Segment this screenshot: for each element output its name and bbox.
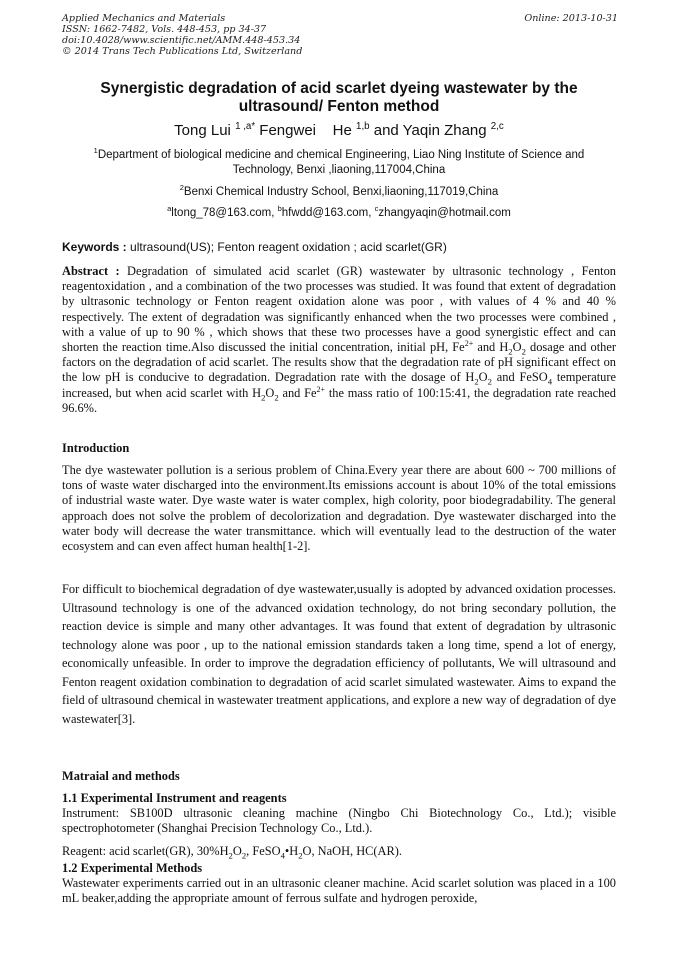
reagent-sub: 2 — [298, 850, 303, 861]
keywords — [62, 240, 618, 255]
keywords-text: ultrasound(US); Fenton reagent oxidation ; acid scarlet(GR) — [130, 240, 447, 254]
author-3-affil: 2,c — [490, 121, 504, 132]
paper-title — [40, 80, 638, 116]
reagent-line — [62, 844, 616, 859]
abstract-sub: 2 — [261, 392, 266, 403]
journal-name: Applied Mechanics and Materials — [62, 13, 226, 24]
author-1-affil: 1 ,a* — [235, 121, 256, 132]
email-list — [50, 206, 628, 221]
affiliation-2-number: 2 — [179, 183, 184, 193]
reagent-sub: 4 — [280, 850, 285, 861]
instrument-paragraph: Instrument: SB100D ultrasonic cleaning machine (Ningbo Chi Biotechnology Co., Ltd.); visible spectrophotometer (Shanghai Precision Technology Co., Ltd.). — [62, 806, 616, 836]
abstract-text: O — [478, 370, 488, 385]
abstract-text: dosage and other factors on the degradation of acid scarlet. The results show that the degradation rate of pH significant effect on the low pH is conducive to degradation. Degradation rate with the dosage of H — [62, 340, 616, 385]
abstract-sub: 2 — [508, 346, 513, 357]
methods-heading: Matraial and methods — [62, 769, 180, 783]
affiliation-1-line-2: Technology, Benxi ,liaoning,117004,China — [232, 164, 446, 176]
abstract — [62, 264, 616, 416]
online-date: Online: 2013-10-31 — [524, 13, 618, 24]
abstract-text: and H — [473, 340, 509, 355]
methods-paragraph: Wastewater experiments carried out in an ultrasonic cleaner machine. Acid scarlet solution was placed in a 100 mL beaker,adding the appropriate amount of ferrous sulfate and hydrogen peroxide, — [62, 876, 616, 906]
section-1-1-heading: 1.1 Experimental Instrument and reagents — [62, 791, 287, 805]
abstract-text: Degradation of simulated acid scarlet (GR) wastewater by ultrasonic technology , Fenton reagentoxidation , and a combination of the two processes was studied. It was found that extent of degradation by ultrasonic technology or Fenton reagent oxidation alone was poor , with values of 4 % and 40 % respectively. The extent of degradation was significantly enhanced when the two processes were combined , with a value of up to 90 % , which shows that these two processes have a good synergistic effect and can shorten the reaction time.Also discussed the initial concentration, initial pH, Fe — [62, 264, 616, 355]
section-1-2-heading: 1.2 Experimental Methods — [62, 861, 203, 875]
email-1: ltong_78@163.com, — [171, 207, 278, 219]
title-line-1: Synergistic degradation of acid scarlet dyeing wastewater by the — [100, 80, 578, 97]
abstract-sub: 2 — [487, 376, 492, 387]
abstract-label: Abstract : — [62, 264, 120, 278]
abstract-text: O — [512, 340, 522, 355]
abstract-sub: 2 — [274, 392, 279, 403]
abstract-sub: 2 — [521, 346, 526, 357]
journal-header — [62, 13, 618, 57]
reagent-sub: 2 — [228, 850, 233, 861]
reagent-text: O — [232, 844, 242, 858]
email-1-marker: a — [167, 204, 172, 214]
email-2-marker: b — [277, 204, 282, 214]
introduction-paragraph-1: The dye wastewater pollution is a serious problem of China.Every year there are about 600 ~ 700 millions of tons of waste water discharged into the environment.Its emissions account is about 10% of the total emissions of industrial waste water. Dye waste water is water complex, high colority, poor biodegradability. The general approach does not solve the problem of decolorization and degradation. Dye wastewater discharged into the water body will decrease the water transmittance. which will eventually lead to the destruction of the water ecosystem and can even affect human health[1-2]. — [62, 463, 616, 554]
abstract-text: O — [265, 385, 275, 400]
keywords-label: Keywords : — [62, 240, 131, 254]
author-3: and Yaqin Zhang — [369, 122, 491, 139]
copyright-line: © 2014 Trans Tech Publications Ltd, Switzerland — [62, 46, 303, 57]
reagent-sub: 2 — [241, 850, 247, 861]
reagent-text: Reagent: acid scarlet(GR), 30%H — [62, 844, 229, 858]
introduction-heading: Introduction — [62, 441, 130, 455]
reagent-text: O, NaOH, HC(AR). — [302, 844, 402, 858]
affiliation-2 — [50, 185, 628, 200]
affiliation-1-number: 1 — [93, 146, 98, 156]
author-2: Fengwei He — [255, 122, 357, 139]
author-list — [40, 122, 638, 140]
title-line-2: ultrasound/ Fenton method — [238, 98, 440, 115]
author-2-affil: 1,b — [356, 121, 370, 132]
abstract-text: and FeSO — [491, 370, 548, 385]
abstract-super: 2+ — [464, 338, 474, 348]
reagent-text: •H — [284, 844, 299, 858]
introduction-paragraph-2: For difficult to biochemical degradation of dye wastewater,usually is adopted by advanced oxidation processes. Ultrasound technology is one of the advanced oxidation technology, do not bring secondary pollution, the reaction device is simple and many other advantages. It was found that extent of degradation by ultrasonic technology alone was poor , up to the national emission standards taken a long time, spend a lot of energy, economically unfeasible. In order to improve the degradation efficiency of pollutants, We will ultrasound and Fenton reagent oxidation combination to degradation of acid scarlet simulated wastewater. Aims to expand the field of ultrasound chemical in wastewater treatment applications, and explore a new way of degradation of dye wastewater[3]. — [62, 582, 616, 726]
email-2: hfwdd@163.com, — [281, 207, 375, 219]
doi-line: doi:10.4028/www.scientific.net/AMM.448-453.34 — [62, 35, 301, 46]
abstract-sub: 4 — [547, 376, 553, 387]
email-3-marker: c — [374, 204, 379, 214]
affiliation-1-line-1: Department of biological medicine and chemical Engineering, Liao Ning Institute of Science and — [97, 149, 585, 161]
abstract-text: the mass ratio of 100:15:41, the degradation rate reached 96.6%. — [62, 385, 616, 415]
abstract-text: and Fe — [278, 385, 317, 400]
author-1: Tong Lui — [174, 122, 236, 139]
affiliation-1 — [50, 148, 628, 178]
issn-line: ISSN: 1662-7482, Vols. 448-453, pp 34-37 — [62, 24, 267, 35]
abstract-sub: 2 — [474, 376, 479, 387]
abstract-super: 2+ — [316, 384, 326, 394]
email-3: zhangyaqin@hotmail.com — [378, 207, 511, 219]
reagent-text: , FeSO — [246, 844, 281, 858]
affiliation-2-text: Benxi Chemical Industry School, Benxi,liaoning,117019,China — [183, 186, 499, 198]
abstract-text: temperature increased, but when acid scarlet with H — [62, 370, 616, 400]
